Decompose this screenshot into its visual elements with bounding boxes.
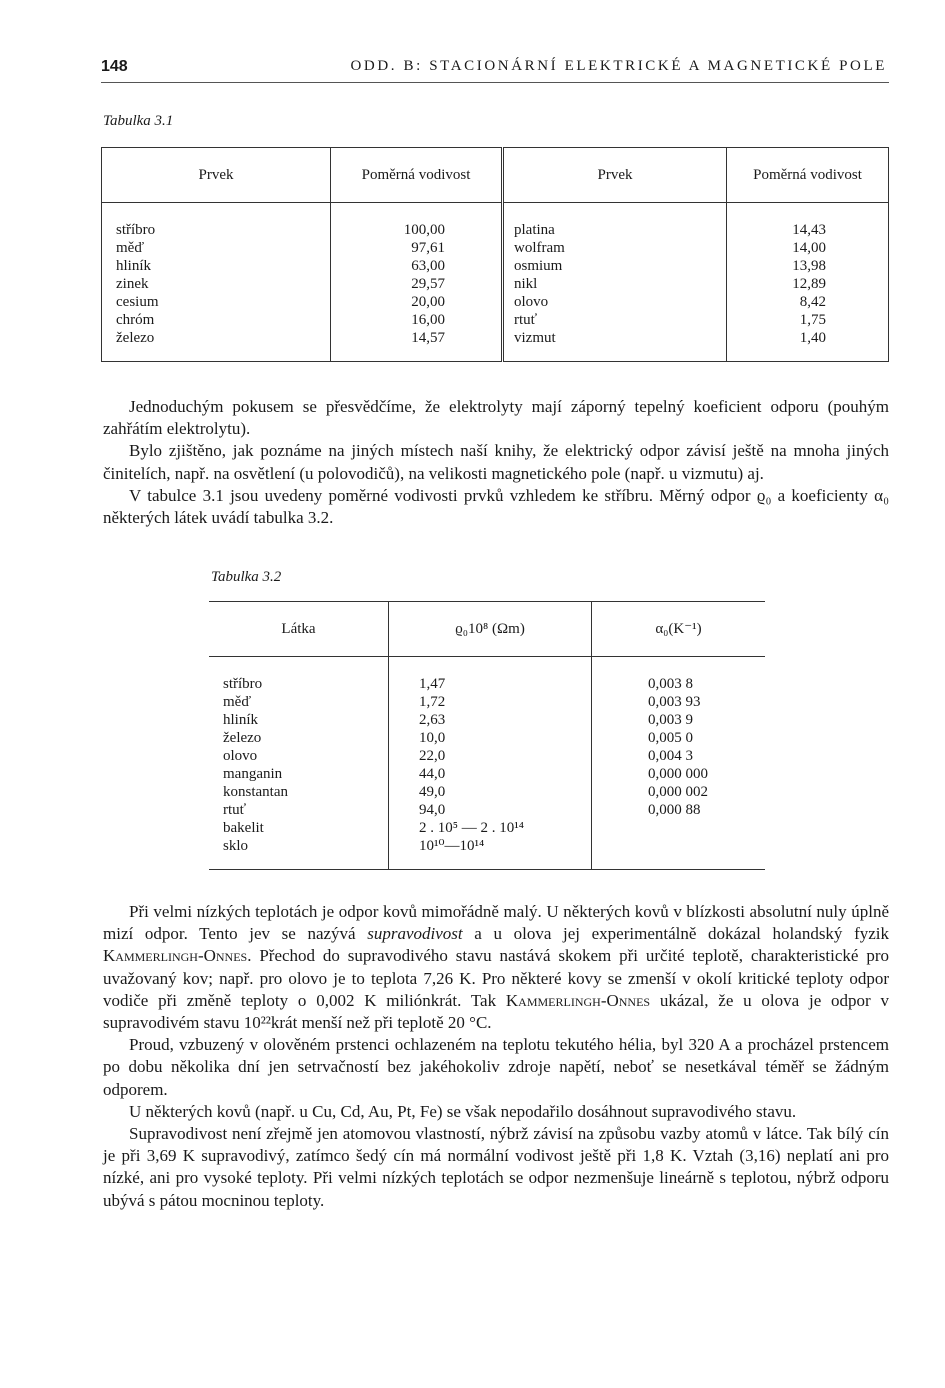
table1-caption: Tabulka 3.1 xyxy=(103,113,174,129)
list-item: 0,003 9 xyxy=(648,712,693,728)
table2-substances xyxy=(209,657,389,870)
table2-rho-values xyxy=(389,657,592,870)
table2-header-rho: ϱ₀10⁸ (Ωm) xyxy=(389,602,592,657)
list-item: 44,0 xyxy=(419,766,446,782)
list-item: 0,003 8 xyxy=(648,676,693,692)
person-name: Kammerlingh-Onnes xyxy=(103,946,248,966)
list-item: sklo xyxy=(223,838,249,854)
list-item: olovo xyxy=(514,294,549,310)
list-item: 2,63 xyxy=(419,712,446,728)
running-title: ODD. B: STACIONÁRNÍ ELEKTRICKÉ A MAGNETICKÉ POLE xyxy=(350,58,887,74)
list-item: nikl xyxy=(514,276,538,292)
table2-alpha-values xyxy=(592,657,766,870)
list-item: olovo xyxy=(223,748,258,764)
table2-header-substance: Látka xyxy=(209,602,389,657)
list-item: wolfram xyxy=(514,240,565,256)
list-item: manganin xyxy=(223,766,283,782)
list-item: vizmut xyxy=(514,330,556,346)
person-name: Kammerlingh-Onnes xyxy=(505,990,651,1010)
list-item: zinek xyxy=(116,276,149,292)
body-text-a xyxy=(103,396,889,529)
table2-header-row xyxy=(209,602,765,657)
list-item: 0,005 0 xyxy=(648,730,693,746)
list-item: 0,000 002 xyxy=(648,784,708,800)
list-item xyxy=(648,837,764,855)
list-item: chróm xyxy=(116,312,155,328)
list-item: 97,61 xyxy=(411,240,445,256)
text-run: ukázal, že u olova je odpor v supravodivém stavu 10²²krát menší než při teplotě 20 °C. xyxy=(103,990,889,1033)
paragraph: U některých kovů (např. u Cu, Cd, Au, Pt, Fe) se však nepodařilo dosáhnout supravodivého stavu. xyxy=(129,1101,797,1121)
term-supravodivost: supravodivost xyxy=(367,924,463,944)
list-item: 49,0 xyxy=(419,784,446,800)
list-item: železo xyxy=(223,730,262,746)
list-item: 10,0 xyxy=(419,730,446,746)
table1 xyxy=(101,147,889,362)
list-item: 14,00 xyxy=(792,240,826,256)
list-item: 16,00 xyxy=(411,312,445,328)
list-item: bakelit xyxy=(223,820,264,836)
table1-left-values xyxy=(331,203,503,362)
list-item: 63,00 xyxy=(411,258,445,274)
list-item: stříbro xyxy=(116,222,156,238)
paragraph: Supravodivost není zřejmě jen atomovou vlastností, nýbrž závisí na způsobu vazby atomů v látce. Tak bílý cín je při 3,69 K supravodivý, zatímco šedý cín má normální vodivost ještě při 1,8 K. Vztah (3,16) neplatí ani pro nízké, ani pro vysoké teploty. Při velmi nízkých teplotách se odpor nezmenšuje lineárně s teplotou, nýbrž odporu ubývá s pátou mocninou teploty. xyxy=(103,1124,889,1210)
paragraph: Proud, vzbuzený v olověném prstenci ochlazeném na teplotu tekutého hélia, byl 320 A a procházel prstencem po dobu několika dní jen setrvačností bez jakéhokoliv zdroje napětí, neboť se nesetkával téměř se žádným odporem. xyxy=(103,1035,889,1099)
list-item: 1,72 xyxy=(419,694,446,710)
list-item: 14,57 xyxy=(411,330,445,346)
list-item: 1,47 xyxy=(419,676,446,692)
text-run: a u olova jej experimentálně dokázal holandský fyzik xyxy=(462,924,889,944)
list-item: 8,42 xyxy=(799,294,826,310)
list-item: 20,00 xyxy=(411,294,445,310)
text-run: Při velmi nízkých teplotách je odpor kovů mimořádně malý. U některých kovů v blízkosti absolutní nuly úplně mizí odpor. Tento jev se nazývá xyxy=(103,902,889,944)
table-row xyxy=(209,657,765,870)
table1-right-elements xyxy=(503,203,727,362)
list-item: osmium xyxy=(514,258,563,274)
list-item xyxy=(648,819,764,837)
list-item: měď xyxy=(223,694,252,710)
list-item: 100,00 xyxy=(403,222,445,238)
list-item: platina xyxy=(514,222,555,238)
list-item: měď xyxy=(116,240,145,256)
list-item: 1,75 xyxy=(799,312,826,328)
list-item: 29,57 xyxy=(411,276,445,292)
list-item: hliník xyxy=(223,712,259,728)
table2 xyxy=(209,601,765,870)
table-row xyxy=(102,203,889,362)
table1-right-values xyxy=(727,203,889,362)
list-item: železo xyxy=(116,330,155,346)
table2-header-alpha: α₀(K⁻¹) xyxy=(592,602,766,657)
list-item: 0,003 93 xyxy=(648,694,701,710)
list-item: 22,0 xyxy=(419,748,446,764)
paragraph: V tabulce 3.1 jsou uvedeny poměrné vodivosti prvků vzhledem ke stříbru. Měrný odpor ϱ₀ a koeficienty α₀ některých látek uvádí tabulka 3.2. xyxy=(103,485,889,528)
list-item: rtuť xyxy=(514,312,538,328)
body-text-b xyxy=(103,901,889,1212)
list-item: konstantan xyxy=(223,784,288,800)
list-item: 1,40 xyxy=(799,330,826,346)
table1-header-row xyxy=(102,148,889,203)
paragraph xyxy=(103,901,889,1034)
page-number: 148 xyxy=(101,58,128,75)
list-item: hliník xyxy=(116,258,152,274)
list-item: 10¹⁰—10¹⁴ xyxy=(419,838,485,854)
paragraph: Bylo zjištěno, jak poznáme na jiných místech naší knihy, že elektrický odpor závisí ještě na mnoha jiných činitelích, např. na osvětlení (u polovodičů), na velikosti magnetického pole (např. u vizmutu) aj. xyxy=(103,441,889,483)
list-item: stříbro xyxy=(223,676,263,692)
list-item: 13,98 xyxy=(792,258,826,274)
list-item: 14,43 xyxy=(792,222,826,238)
list-item: rtuť xyxy=(223,802,247,818)
list-item: 0,004 3 xyxy=(648,748,693,764)
table1-header-element-right: Prvek xyxy=(503,148,727,203)
list-item: cesium xyxy=(116,294,159,310)
table1-left-elements xyxy=(102,203,331,362)
text-run: . Přechod do supravodivého stavu nastává skokem při určité teplotě, charakteristické pro uvažovaný kov; např. pro olovo je to teplota 7,26 K. Pro některé kovy se zmenší v okolí kritické teploty odpor vodiče při změně teploty o 0,002 K miliónkrát. Tak xyxy=(103,946,889,1010)
paragraph: Jednoduchým pokusem se přesvědčíme, že elektrolyty mají záporný tepelný koeficient odporu (pouhým zahřátím elektrolytu). xyxy=(103,397,889,439)
table1-header-conductivity-right: Poměrná vodivost xyxy=(727,148,889,203)
list-item: 12,89 xyxy=(792,276,826,292)
list-item: 0,000 88 xyxy=(648,802,701,818)
list-item: 94,0 xyxy=(419,802,446,818)
table1-header-element-left: Prvek xyxy=(102,148,331,203)
table1-header-conductivity-left: Poměrná vodivost xyxy=(331,148,503,203)
table2-caption: Tabulka 3.2 xyxy=(211,569,282,585)
running-header xyxy=(101,58,889,83)
list-item: 0,000 000 xyxy=(648,766,708,782)
list-item: 2 . 10⁵ — 2 . 10¹⁴ xyxy=(419,820,524,836)
